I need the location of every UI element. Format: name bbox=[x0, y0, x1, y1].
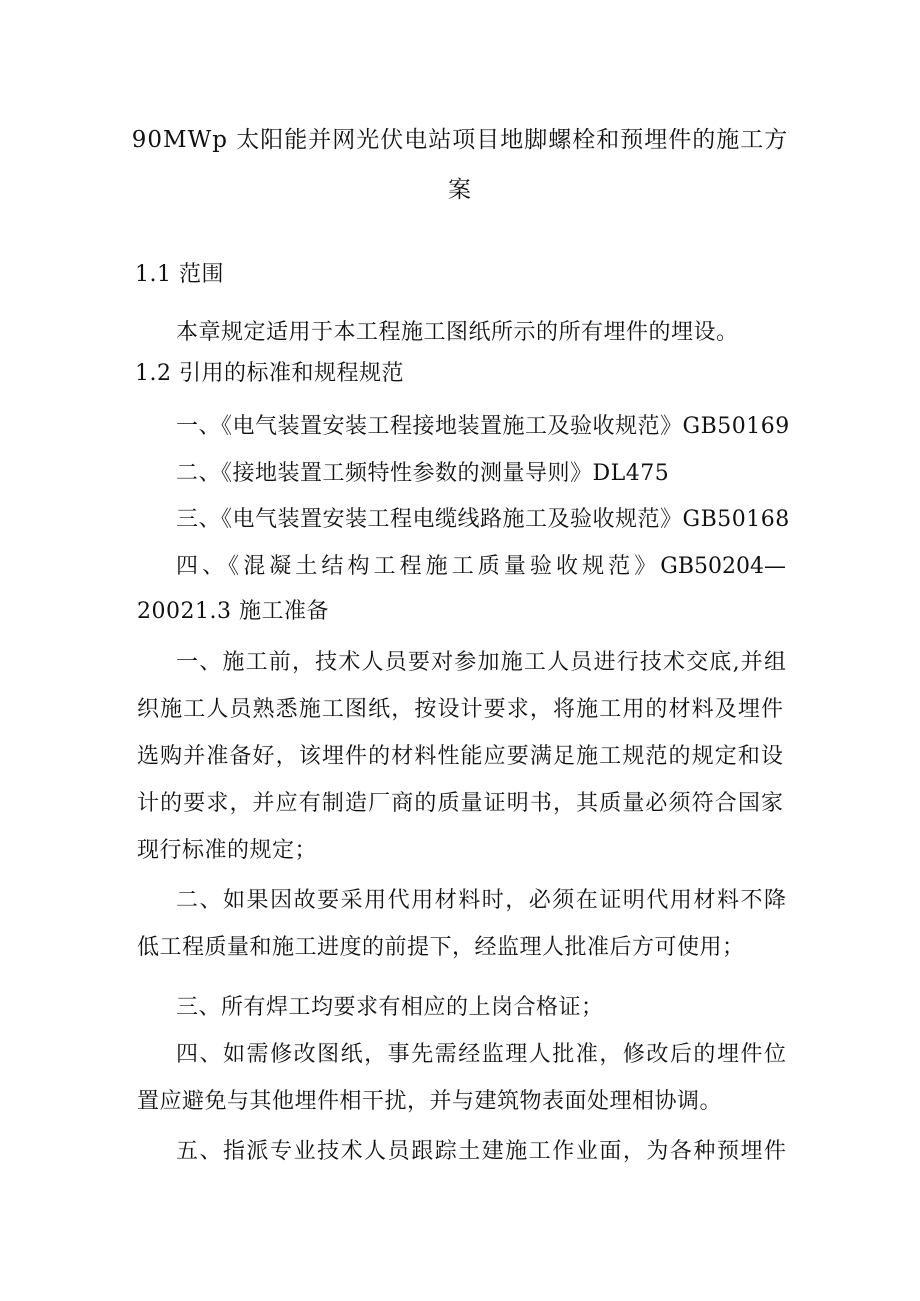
prep-paragraph-line: 现行标准的规定； bbox=[137, 838, 318, 863]
prep-paragraph-line: 二、如果因故要采用代用材料时，必须在证明代用材料不降 bbox=[176, 888, 786, 913]
prep-paragraph-line: 计的要求，并应有制造厂商的质量证明书，其质量必须符合国家 bbox=[137, 791, 783, 816]
prep-paragraph-line: 五、指派专业技术人员跟踪土建施工作业面，为各种预埋件 bbox=[176, 1139, 786, 1164]
prep-paragraph-line: 置应避免与其他埋件相干扰，并与建筑物表面处理相协调。 bbox=[137, 1089, 723, 1114]
paragraph-scope: 本章规定适用于本工程施工图纸所示的所有埋件的埋设。 bbox=[176, 320, 739, 345]
standard-item: 四、《混凝土结构工程施工质量验收规范》GB50204— bbox=[176, 554, 786, 579]
standard-item: 二、《接地装置工频特性参数的测量导则》DL475 bbox=[176, 461, 670, 486]
section-heading-1-2: 1.2 引用的标准和规程规范 bbox=[135, 361, 404, 386]
standard-item: 三、《电气装置安装工程电缆线路施工及验收规范》GB50168 bbox=[176, 507, 790, 532]
section-heading-1-1: 1.1 范围 bbox=[135, 262, 224, 287]
prep-paragraph-line: 四、如需修改图纸，事先需经监理人批准，修改后的埋件位 bbox=[176, 1042, 786, 1067]
standard-item: 一、《电气装置安装工程接地装置施工及验收规范》GB50169 bbox=[176, 414, 790, 439]
standard-item-continuation: 20021.3 施工准备 bbox=[137, 599, 329, 624]
prep-paragraph-line: 低工程质量和施工进度的前提下，经监理人批准后方可使用； bbox=[137, 935, 745, 960]
prep-paragraph-line: 选购并准备好，该埋件的材料性能应要满足施工规范的规定和设 bbox=[137, 744, 783, 769]
prep-paragraph-line: 织施工人员熟悉施工图纸，按设计要求，将施工用的材料及埋件 bbox=[137, 697, 783, 722]
prep-paragraph-line: 一、施工前，技术人员要对参加施工人员进行技术交底,并组 bbox=[176, 650, 786, 675]
prep-paragraph-line: 三、所有焊工均要求有相应的上岗合格证； bbox=[176, 995, 604, 1020]
document-title-line-2: 案 bbox=[448, 177, 472, 203]
document-title-line-1: 90MWp 太阳能并网光伏电站项目地脚螺栓和预埋件的施工方 bbox=[131, 127, 789, 153]
